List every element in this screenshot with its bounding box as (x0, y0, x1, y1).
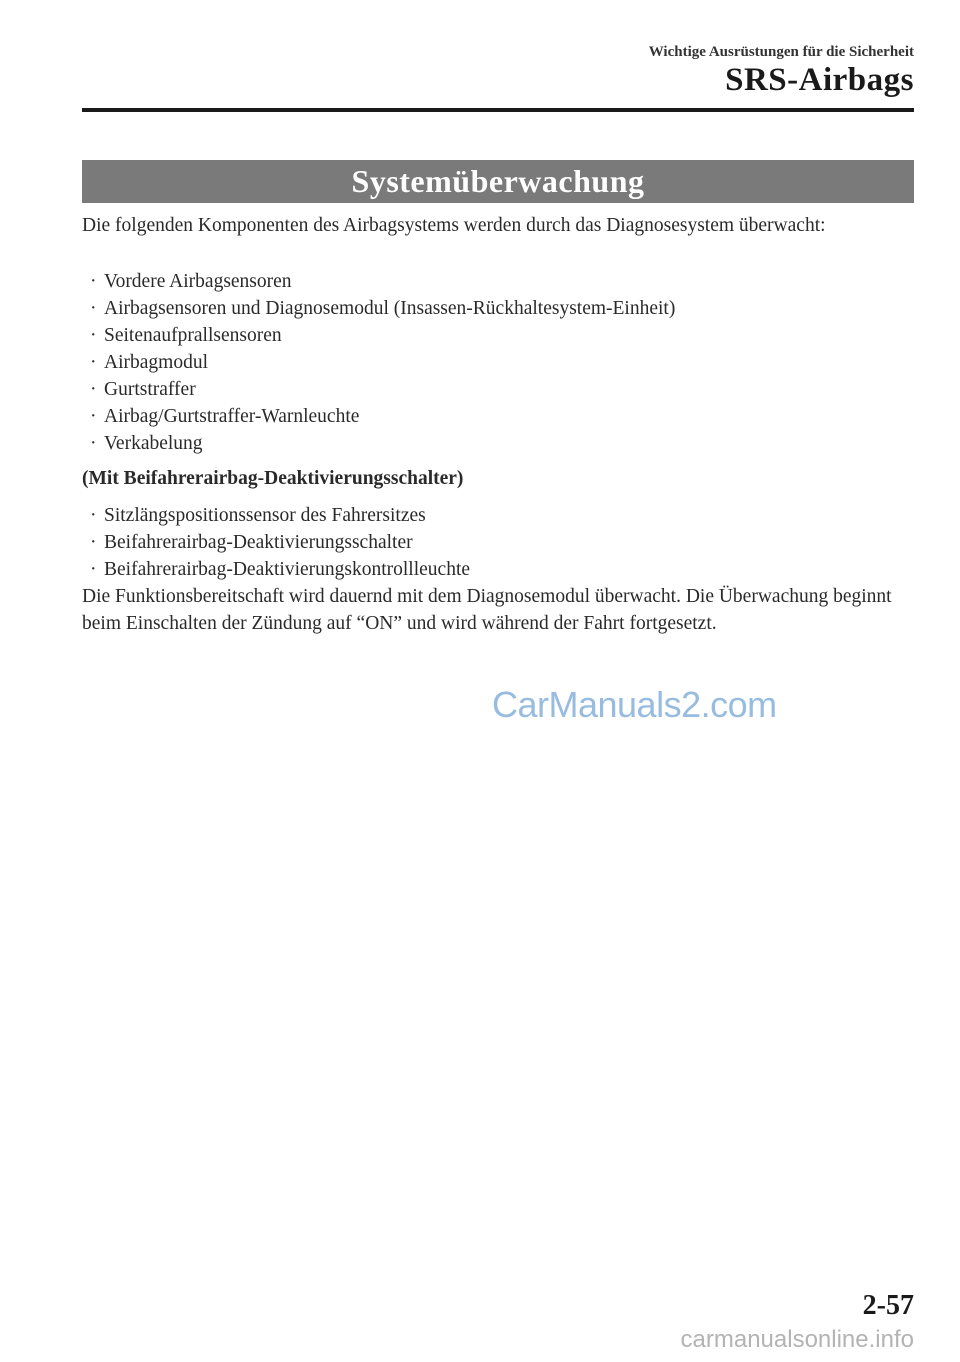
section-title: Systemüberwachung (351, 163, 645, 199)
list-item (90, 268, 914, 295)
footer-watermark-url: carmanualsonline.info (680, 1326, 914, 1353)
list-item-label: Airbag/Gurtstraffer-Warnleuchte (104, 406, 360, 427)
page-number: 2-57 (862, 1290, 914, 1321)
bullet-icon: · (90, 271, 97, 292)
list-item-label: Sitzlängspositionssensor des Fahrersitzes (104, 505, 426, 526)
bullet-icon: · (90, 298, 97, 319)
closing-paragraph: Die Funktionsbereitschaft wird dauernd mit dem Diagnosemodul überwacht. Die Überwachung beginnt beim Einschalten der Zündung auf “ON” und wird während der Fahrt fortgesetzt. (82, 586, 892, 634)
list-item (90, 430, 914, 457)
list-item (90, 556, 914, 583)
list-item-label: Verkabelung (104, 433, 203, 454)
list-item (90, 322, 914, 349)
list-item (90, 502, 914, 529)
section-banner (82, 160, 914, 203)
bullet-icon: · (90, 325, 97, 346)
watermark-logo: CarManuals2.com (492, 684, 777, 725)
list-item (90, 403, 914, 430)
bullet-icon: · (90, 505, 97, 526)
header-divider (82, 108, 914, 112)
list-item-label: Seitenaufprallsensoren (104, 325, 282, 346)
page-content (82, 212, 914, 637)
list-item-label: Gurtstraffer (104, 379, 196, 400)
list-item (90, 376, 914, 403)
list-item-label: Beifahrerairbag-Deaktivierungsschalter (104, 532, 413, 553)
optional-component-list (90, 502, 914, 583)
list-item-label: Vordere Airbagsensoren (104, 271, 292, 292)
bullet-icon: · (90, 532, 97, 553)
list-item (90, 295, 914, 322)
chapter-title: SRS-Airbags (725, 62, 914, 98)
intro-paragraph: Die folgenden Komponenten des Airbagsystems werden durch das Diagnosesystem überwacht: (82, 215, 826, 236)
chapter-subtitle: Wichtige Ausrüstungen für die Sicherheit (648, 44, 914, 60)
list-item (90, 349, 914, 376)
list-item (90, 529, 914, 556)
bullet-icon: · (90, 406, 97, 427)
bullet-icon: · (90, 379, 97, 400)
list-item-label: Beifahrerairbag-Deaktivierungskontrollleuchte (104, 559, 471, 580)
list-item-label: Airbagsensoren und Diagnosemodul (Insassen-Rückhaltesystem-Einheit) (104, 298, 676, 319)
component-list (90, 268, 914, 457)
bullet-icon: · (90, 433, 97, 454)
bullet-icon: · (90, 352, 97, 373)
bullet-icon: · (90, 559, 97, 580)
list-item-label: Airbagmodul (104, 352, 208, 373)
subheading: (Mit Beifahrerairbag-Deaktivierungsschalter) (82, 468, 464, 489)
